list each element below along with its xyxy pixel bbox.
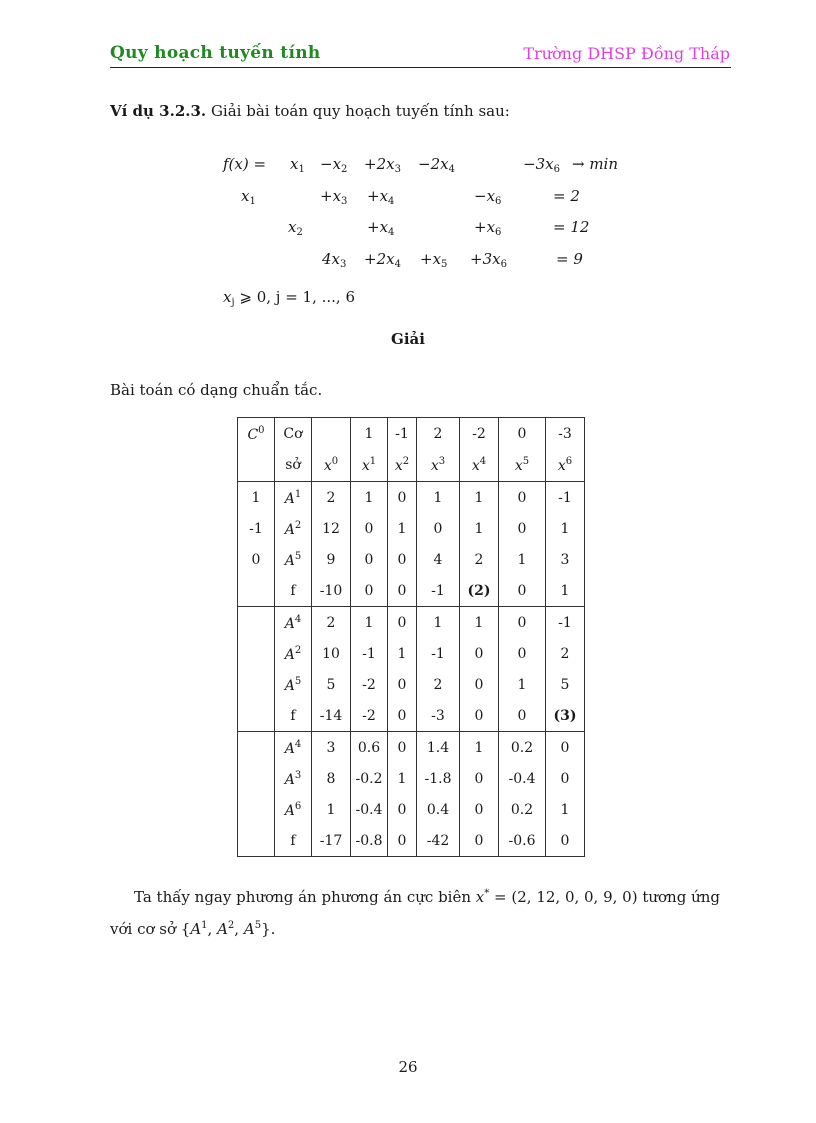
cell-value: 1 [388,513,417,544]
cell-value: -42 [417,825,460,857]
solution-title: Giải [391,330,425,348]
cell-basis: $A^1$ [275,482,312,514]
header-coef: 1 [351,418,388,450]
c3-term-b: $+2x_4$ [364,250,401,270]
example-text: Giải bài toán quy hoạch tuyến tính sau: [210,102,510,120]
cell-value: 0.2 [499,794,546,825]
cell-value: -0.4 [351,794,388,825]
cell-x0: 2 [312,607,351,639]
header-var: $x^2$ [388,450,417,482]
cell-basis: $A^5$ [275,544,312,575]
cell-value: 0 [388,700,417,732]
cell-cost [238,794,275,825]
cell-value: -0.4 [499,763,546,794]
header-var: $x^6$ [546,450,585,482]
objective-term-4: $-2x_4$ [418,155,455,175]
nonneg-constraint: $x_j$ ⩾ 0, j = 1, ..., 6 [223,288,355,308]
cell-basis: $A^4$ [275,732,312,764]
cell-x0: 8 [312,763,351,794]
cell-value: -1 [351,638,388,669]
table-row [238,794,585,825]
cell-cost: 0 [238,544,275,575]
cell-value: 0 [351,544,388,575]
page-number: 26 [398,1058,418,1076]
table-row [238,513,585,544]
c1-rhs: = 2 [553,187,580,205]
header-left-title: Quy hoạch tuyến tính [110,43,321,63]
conclusion-line-2: với cơ sở {$A^1$, $A^2$, $A^5$}. [110,920,276,938]
cell-cost [238,575,275,607]
cell-value: 1.4 [417,732,460,764]
simplex-table [237,417,585,857]
c3-term-c: $+x_5$ [420,250,448,270]
cell-value: 1 [388,638,417,669]
cell-value: 1 [460,513,499,544]
cell-value: 4 [417,544,460,575]
cell-value: 0 [546,732,585,764]
cell-basis: $A^2$ [275,513,312,544]
header-coef: -3 [546,418,585,450]
header-var: $x^3$ [417,450,460,482]
cell-value: 1 [546,794,585,825]
table-row [238,700,585,732]
cell-cost [238,669,275,700]
cell-value: 2 [417,669,460,700]
cell-value: 0.2 [499,732,546,764]
cell-value: 1 [351,482,388,514]
table-row [238,732,585,764]
cell-value: 0 [388,607,417,639]
cell-value: 0 [388,544,417,575]
cell-value: 0 [499,607,546,639]
table-row [238,763,585,794]
c1-term-d: $-x_6$ [474,187,502,207]
cell-value: 0 [388,482,417,514]
header-c0-cont [238,450,275,482]
cell-cost [238,607,275,639]
header-x0: $x^0$ [312,450,351,482]
table-row [238,482,585,514]
cell-value: 0 [499,638,546,669]
cell-cost [238,732,275,764]
cell-value: 0 [460,794,499,825]
table-row [238,544,585,575]
header-right-title: Trường DHSP Đồng Tháp [523,44,730,63]
cell-x0: 1 [312,794,351,825]
cell-x0: 12 [312,513,351,544]
cell-value: 2 [546,638,585,669]
cell-value: 0 [388,794,417,825]
objective-term-2: $-x_2$ [320,155,348,175]
table-row [238,669,585,700]
cell-value: -0.8 [351,825,388,857]
cell-x0: -17 [312,825,351,857]
table-row [238,575,585,607]
cell-value: 0 [499,700,546,732]
cell-cost [238,638,275,669]
header-basis: Cơ [275,418,312,450]
objective-lhs: f(x) = [223,155,267,173]
cell-basis: $A^5$ [275,669,312,700]
cell-x0: -14 [312,700,351,732]
cell-value: 1 [546,513,585,544]
c3-term-a: $4x_3$ [322,250,347,270]
cell-basis: f [275,825,312,857]
cell-x0: -10 [312,575,351,607]
table-header-row [238,450,585,482]
cell-value: -2 [351,700,388,732]
cell-value: 0 [388,575,417,607]
cell-value: 0 [460,638,499,669]
cell-value: 0 [460,669,499,700]
header-basis-2: sở [275,450,312,482]
cell-basis: $A^2$ [275,638,312,669]
cell-basis: f [275,700,312,732]
cell-value: 0 [546,825,585,857]
cell-value: (3) [546,700,585,732]
cell-value: 1 [499,544,546,575]
c1-term-a: $x_1$ [241,187,256,207]
cell-value: 0 [499,513,546,544]
cell-value: -0.2 [351,763,388,794]
cell-value: 0 [460,700,499,732]
cell-value: 0 [460,825,499,857]
conclusion-line-1: Ta thấy ngay phương án phương án cực biên x* = (2, 12, 0, 0, 9, 0) tương ứng [134,888,721,906]
header-var: $x^5$ [499,450,546,482]
c2-term-d: $+x_6$ [474,218,502,238]
cell-cost [238,700,275,732]
cell-value: -0.6 [499,825,546,857]
cell-value: 0 [460,763,499,794]
cell-basis: $A^3$ [275,763,312,794]
cell-x0: 3 [312,732,351,764]
header-coef: 0 [499,418,546,450]
table-header-row [238,418,585,450]
cell-value: 0 [388,732,417,764]
cell-value: -1.8 [417,763,460,794]
header-coef: -1 [388,418,417,450]
header-blank [312,418,351,450]
header-var: $x^4$ [460,450,499,482]
intro-text: Bài toán có dạng chuẩn tắc. [110,381,323,399]
objective-rhs: → min [572,155,619,173]
example-statement [110,102,510,120]
cell-x0: 2 [312,482,351,514]
cell-value: -1 [546,607,585,639]
c2-term-a: $x_2$ [288,218,303,238]
cell-x0: 10 [312,638,351,669]
header-coef: -2 [460,418,499,450]
cell-value: 0 [351,513,388,544]
cell-value: -3 [417,700,460,732]
cell-basis: f [275,575,312,607]
header-c0: $C^0$ [238,418,275,450]
cell-cost [238,763,275,794]
cell-basis: $A^6$ [275,794,312,825]
cell-value: 3 [546,544,585,575]
cell-cost: 1 [238,482,275,514]
cell-value: 1 [417,607,460,639]
cell-value: 0.6 [351,732,388,764]
cell-value: 1 [417,482,460,514]
objective-term-6: $-3x_6$ [523,155,560,175]
cell-value: 1 [499,669,546,700]
table-row [238,607,585,639]
c3-term-d: $+3x_6$ [470,250,507,270]
cell-value: 1 [460,732,499,764]
cell-value: 5 [546,669,585,700]
cell-value: 0 [499,482,546,514]
cell-value: -1 [417,638,460,669]
cell-cost: -1 [238,513,275,544]
header-var: $x^1$ [351,450,388,482]
cell-value: 1 [351,607,388,639]
header-coef: 2 [417,418,460,450]
cell-value: (2) [460,575,499,607]
cell-value: 0 [499,575,546,607]
cell-value: -1 [546,482,585,514]
c2-rhs: = 12 [553,218,590,236]
cell-value: 1 [460,482,499,514]
c2-term-c: $+x_4$ [367,218,395,238]
table-row [238,638,585,669]
c3-rhs: = 9 [556,250,583,268]
cell-value: -2 [351,669,388,700]
cell-cost [238,825,275,857]
cell-value: -1 [417,575,460,607]
header-rule [110,67,731,68]
objective-term-1: $x_1$ [290,155,305,175]
cell-x0: 9 [312,544,351,575]
c1-term-b: $+x_3$ [320,187,348,207]
cell-value: 1 [460,607,499,639]
c1-term-c: $+x_4$ [367,187,395,207]
objective-term-3: $+2x_3$ [364,155,401,175]
cell-value: 2 [460,544,499,575]
cell-x0: 5 [312,669,351,700]
table-row [238,825,585,857]
cell-basis: $A^4$ [275,607,312,639]
cell-value: 0 [351,575,388,607]
example-label: Ví dụ 3.2.3. [110,102,207,120]
cell-value: 0 [417,513,460,544]
cell-value: 0.4 [417,794,460,825]
cell-value: 1 [546,575,585,607]
cell-value: 1 [388,763,417,794]
cell-value: 0 [546,763,585,794]
cell-value: 0 [388,825,417,857]
cell-value: 0 [388,669,417,700]
